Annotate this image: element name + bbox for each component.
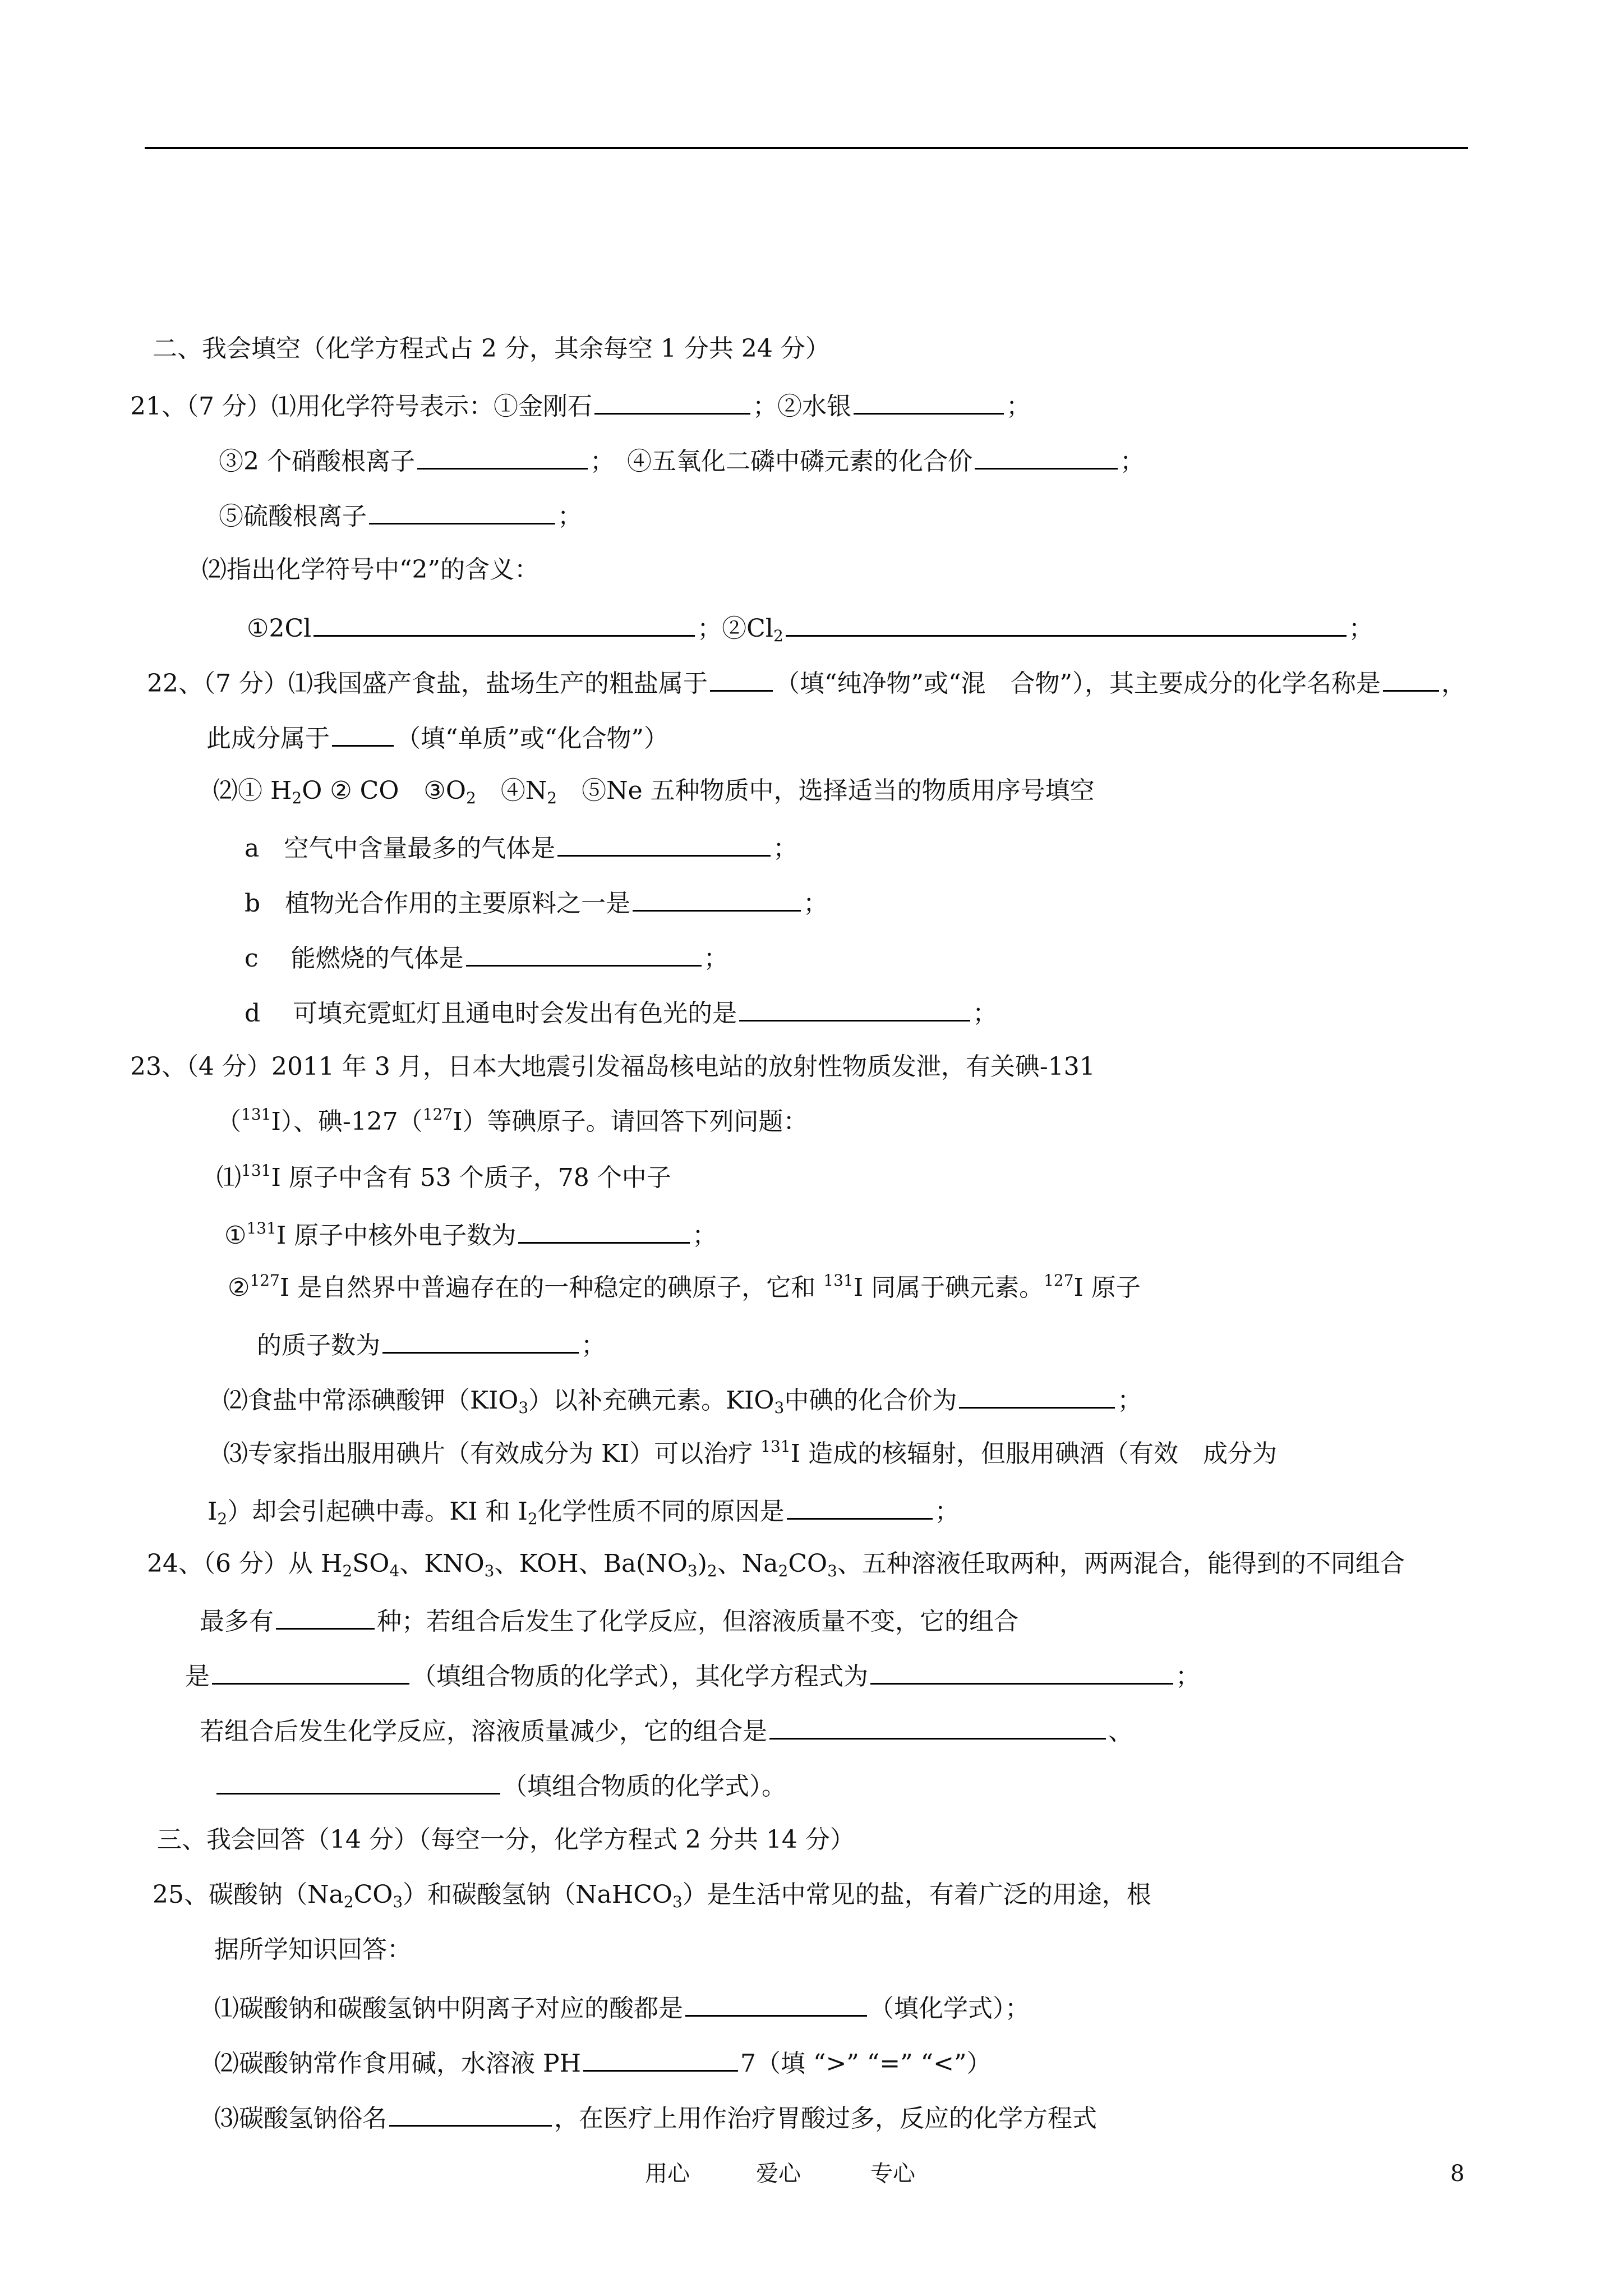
q22-item-d: d 可填充霓虹灯且通电时会发出有色光的是 ； <box>245 994 997 1030</box>
answer-blank[interactable] <box>975 442 1118 470</box>
footer-slogan-2: 爱心 <box>756 2161 801 2187</box>
q23-line-2: （$^{131}$I）、碘-127（$^{127}$I）等碘原子。请回答下列问题： <box>216 1105 808 1136</box>
section-2-heading: 二、我会填空（化学方程式占 2 分，其余每空 1 分共 24 分） <box>153 334 830 363</box>
q24-line-4: 若组合后发生化学反应，溶液质量减少，它的组合是 、 <box>200 1712 1133 1749</box>
q22-item-b: b 植物光合作用的主要原料之一是 ； <box>245 884 828 921</box>
answer-blank[interactable] <box>583 2044 738 2072</box>
header-rule <box>145 147 1468 149</box>
q25-line-4: ⑵碳酸钠常作食用碱，水溶液 PH 7（填 “>” “=” “<”） <box>214 2044 992 2081</box>
q24-line-5: （填组合物质的化学式）。 <box>214 1767 786 1803</box>
q24-line-3: 是 （填组合物质的化学式），其化学方程式为 ； <box>185 1657 1200 1694</box>
answer-blank[interactable] <box>1383 664 1439 692</box>
q22-line-3: ⑵① $H_2O$ ② CO $③O_2$ $④N_2$ ⑤Ne 五种物质中，选择适当的物质用序号填空 <box>213 776 1095 807</box>
q23-line-9: $I_2$）却会引起碘中毒。KI 和 $I_2$化学性质不同的原因是 ； <box>208 1492 960 1529</box>
q22-line-2: 此成分属于 （填“单质”或“化合物”） <box>206 719 668 756</box>
q25-line-3: ⑴碳酸钠和碳酸氢钠中阴离子对应的酸都是 （填化学式）； <box>214 1989 1030 2026</box>
q25-line-5: ⑶碳酸氢钠俗名 ，在医疗上用作治疗胃酸过多，反应的化学方程式 <box>214 2099 1097 2136</box>
answer-blank[interactable] <box>633 884 801 912</box>
answer-blank[interactable] <box>332 719 394 747</box>
answer-blank[interactable] <box>769 1712 1106 1740</box>
q22-item-a: a 空气中含量最多的气体是 ； <box>245 829 797 866</box>
answer-blank[interactable] <box>870 1657 1173 1685</box>
q21-line-2: ③2 个硝酸根离子 ； ④五氧化二磷中磷元素的化合价 ； <box>219 442 1145 478</box>
answer-blank[interactable] <box>787 1492 933 1520</box>
q23-line-1: 23、（4 分）2011 年 3 月，日本大地震引发福岛核电站的放射性物质发泄，有关碘-131 <box>130 1052 1095 1081</box>
answer-blank[interactable] <box>710 664 773 692</box>
answer-blank[interactable] <box>389 2099 552 2127</box>
q21-line-1: 21、（7 分）⑴用化学符号表示：①金刚石 ；②水银 ； <box>130 387 1031 424</box>
q25-line-1: 25、碳酸钠$(Na_2CO_3)$和碳酸氢钠（NaHCO$_3$）是生活中常见的盐，有着广泛的用途，根 <box>153 1880 1151 1911</box>
q23-line-8: ⑶专家指出服用碘片（有效成分为 KI）可以治疗 $^{131}$I 造成的核辐射，但服用碘酒（有效 成分为 <box>223 1437 1278 1468</box>
q24-line-1: 24、（6 分）从 $H_2SO_4$、$KNO_3$、KOH、$Ba(NO_3)_2$、$Na_2CO_3$、五种溶液任取两种，两两混合，能得到的不同组合 <box>147 1549 1405 1580</box>
q21-line-5: ①2Cl ；$②Cl_2$ ； <box>247 609 1373 646</box>
q21-line-3: ⑤硫酸根离子 ； <box>219 497 582 533</box>
q21-line-4: ⑵指出化学符号中“2”的含义： <box>202 555 539 584</box>
answer-blank[interactable] <box>959 1381 1115 1409</box>
answer-blank[interactable] <box>466 939 702 967</box>
answer-blank[interactable] <box>594 387 750 415</box>
q23-line-3: ⑴$^{131}$I 原子中含有 53 个质子，78 个中子 <box>216 1161 671 1192</box>
answer-blank[interactable] <box>382 1326 579 1354</box>
answer-blank[interactable] <box>685 1989 867 2017</box>
q22-item-c: c 能燃烧的气体是 ； <box>245 939 728 976</box>
footer-slogan-3: 专心 <box>870 2161 915 2187</box>
section-3-heading: 三、我会回答（14 分）（每空一分，化学方程式 2 分共 14 分） <box>157 1825 855 1854</box>
q23-line-4: ①$^{131}$I 原子中核外电子数为 ； <box>224 1216 717 1253</box>
answer-blank[interactable] <box>417 442 588 470</box>
footer-slogan-1: 用心 <box>645 2161 690 2187</box>
q25-line-2: 据所学知识回答： <box>214 1935 412 1964</box>
q22-line-1: 22、（7 分）⑴我国盛产食盐，盐场生产的粗盐属于 （填“纯净物”或“混 合物”），其主要成分的化学名称是 ， <box>147 664 1466 701</box>
page-number: 8 <box>1450 2161 1465 2187</box>
answer-blank[interactable] <box>518 1216 690 1244</box>
answer-blank[interactable] <box>854 387 1004 415</box>
answer-blank[interactable] <box>739 994 970 1022</box>
answer-blank[interactable] <box>369 497 555 524</box>
answer-blank[interactable] <box>786 609 1347 637</box>
answer-blank[interactable] <box>212 1657 409 1685</box>
q23-line-5: ②$^{127}$I 是自然界中普遍存在的一种稳定的碘原子，它和 $^{131}$I 同属于碘元素。$^{127}$I 原子 <box>228 1271 1141 1302</box>
answer-blank[interactable] <box>276 1602 375 1630</box>
answer-blank[interactable] <box>313 609 695 637</box>
q23-line-7: ⑵食盐中常添碘酸钾$(KIO_3)$以补充碘元素。$KIO_3$中碘的化合价为 ； <box>223 1381 1142 1418</box>
q24-line-2: 最多有 种；若组合后发生了化学反应，但溶液质量不变，它的组合 <box>200 1602 1018 1639</box>
q23-line-6: 的质子数为 ； <box>257 1326 606 1363</box>
answer-blank[interactable] <box>216 1767 500 1795</box>
answer-blank[interactable] <box>557 829 771 857</box>
